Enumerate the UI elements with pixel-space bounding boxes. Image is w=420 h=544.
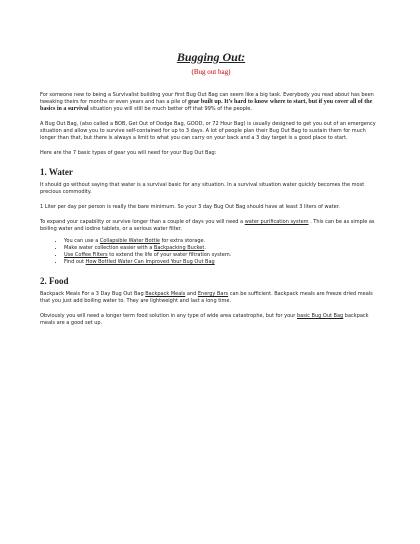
list-item (64, 238, 382, 245)
collapsible-water-bottle-link[interactable]: Collapsible Water Bottle (99, 238, 160, 244)
intro-p1-emphasis: gear built up. It’s hard to know where to start, but if you cover all of the basics in a survival (40, 99, 373, 112)
water-purification-link[interactable]: water purification system (244, 219, 309, 225)
list-item (64, 259, 382, 266)
water-paragraph-2: 1 Liter per day per person is really the bare minimum. So your 3 day Bug Out Bag should have at least 3 liters of water. (40, 204, 340, 210)
basic-bug-out-bag-link[interactable]: basic Bug Out Bag (296, 313, 344, 319)
food-p2-text: backpack meals are a good set up. (40, 313, 369, 326)
document-content (40, 50, 382, 327)
list-item-text: You can use a (64, 238, 100, 244)
section-heading-water: 1. Water (40, 167, 73, 177)
coffee-filters-link[interactable]: Use Coffee Filters (64, 252, 108, 258)
water-p3-end: . This can be as simple as boiling water and iodine tablets, or a serious water filter. (40, 219, 375, 232)
water-paragraph-1: It should go without saying that water is a survival basic for any situation. In a survival situation water quickly becomes the most precious commodity. (40, 182, 365, 195)
intro-p1-text: For someone new to being a Survivalist building your first Bug Out Bag can seem like a big task. Everybody you read about has been tweaking theirs for months or even years and has a pile of (40, 92, 374, 105)
food-p1-text: Backpack Meals For a 3 Day Bug Out Bag (40, 291, 146, 297)
bottled-water-link[interactable]: How Bottled Water Can Improved Your Bug Out Bag (85, 259, 215, 265)
food-paragraph-2 (40, 313, 382, 327)
energy-bars-link[interactable]: Energy Bars (197, 291, 229, 297)
backpack-meals-link[interactable]: Backpack Meals (145, 291, 186, 297)
document-subtitle: (Bug out bag) (191, 68, 231, 76)
food-p1-text: and (185, 291, 198, 297)
intro-paragraph-1 (40, 92, 382, 113)
intro-p1-end: situation you will still be much better off that 99% of the people. (90, 106, 252, 112)
food-p2-text: Obviously you will need a longer term food solution in any type of wide area catastrophe, but for your (40, 313, 297, 319)
section-heading-food: 2. Food (40, 276, 69, 286)
water-p3-text: To expand your capability or survive longer than a couple of days you will need a (40, 219, 244, 225)
water-tips-list (40, 238, 382, 266)
list-item-text: . (204, 245, 206, 251)
list-item (64, 252, 382, 259)
food-paragraph-1 (40, 291, 382, 305)
list-item (64, 245, 382, 252)
list-item-text: Make water collection easier with a (64, 245, 154, 251)
list-item-text: to extend the life of your water filtration system. (107, 252, 232, 258)
backpacking-bucket-link[interactable]: Backpacking Bucket (153, 245, 205, 251)
list-item-text: Find out (64, 259, 86, 265)
list-item-text: for extra storage. (159, 238, 206, 244)
water-paragraph-3 (40, 219, 382, 233)
intro-paragraph-2: A Bug Out Bag, (also called a BOB, Get Out of Dodge Bag, GOOD, or 72 Hour Bag) is usually designed to get you out of an emergency situation and allow you to survive self-contained for up to 3 days. A lot of people plan their Bug Out Bag to sustain them for much longer than that, but there is always a limit to what you can carry on your back and a 3 day target is a good place to start. (40, 121, 376, 141)
intro-paragraph-3: Here are the 7 basic types of gear you will need for your Bug Out Bag: (40, 150, 217, 156)
food-p1-text: can be sufficient. Backpack meals are freeze dried meals that you just add boiling water to. They are lightweight and last a long time. (40, 291, 373, 304)
document-title: Bugging Out: (176, 50, 246, 64)
